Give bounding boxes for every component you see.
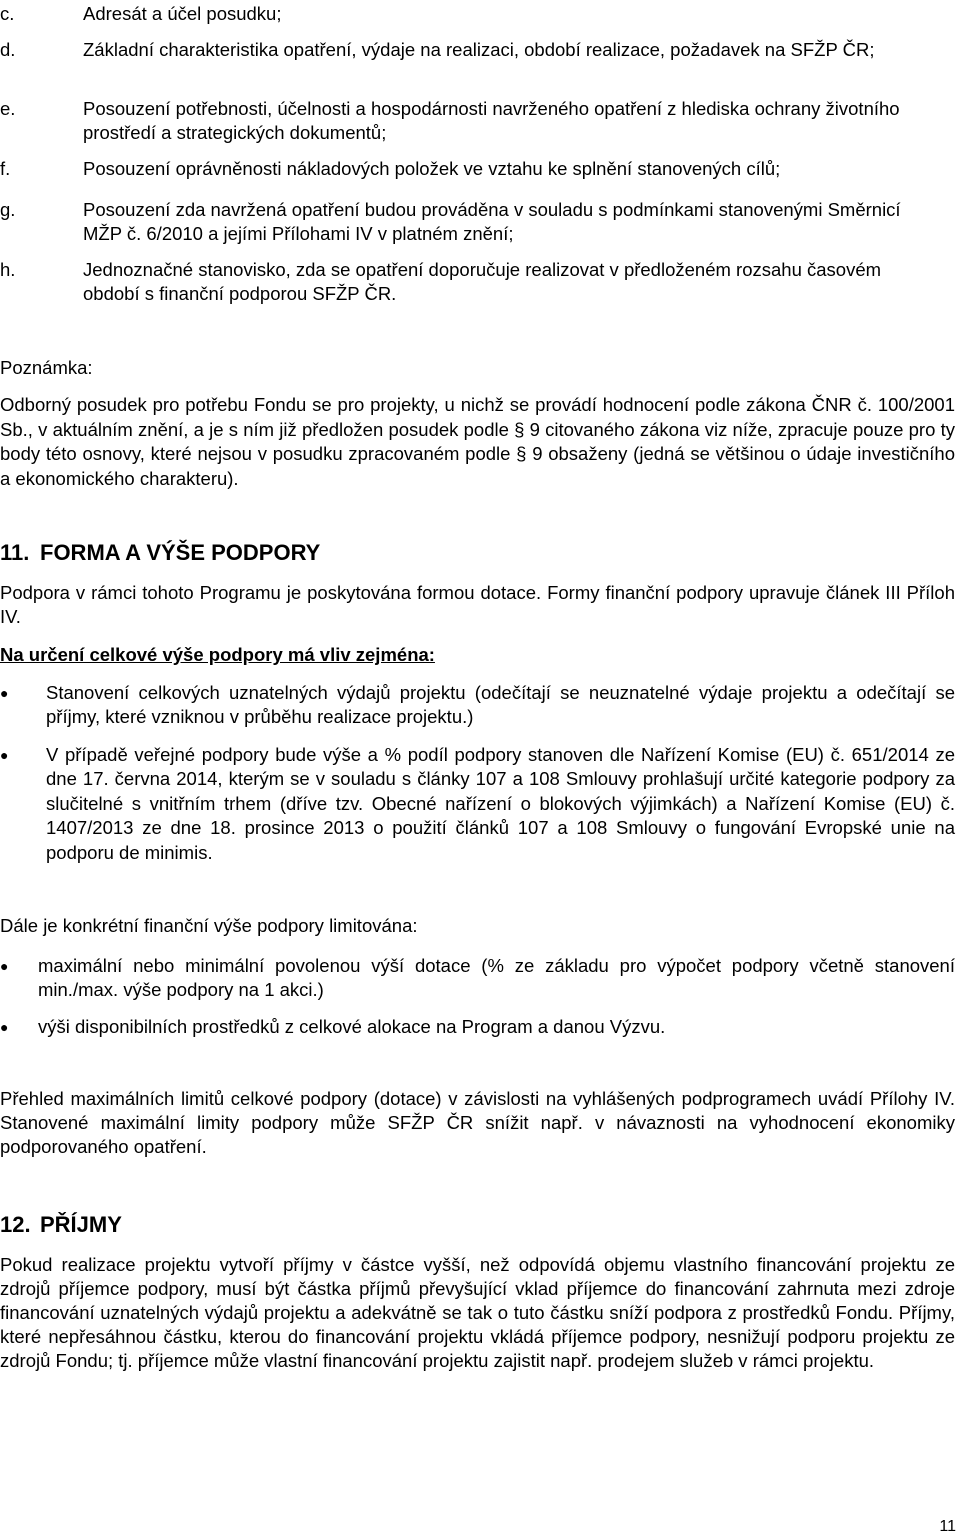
limits-overview: Přehled maximálních limitů celkové podpory (dotace) v závislosti na vyhlášených podprogramech uvádí Přílohy IV. Stanovené maximální limity podpory může SFŽP ČR snížit např. v návaznosti na vyhodnocení ekonomiky podporovaného opatření. [0, 1088, 955, 1157]
section-11-intro: Podpora v rámci tohoto Programu je poskytována formou dotace. Formy finanční podpory upravuje článek III Příloh IV. [0, 582, 955, 627]
limits-intro: Dále je konkrétní finanční výše podpory limitována: [0, 915, 418, 936]
bullet-item [0, 681, 955, 729]
list-item [0, 198, 958, 246]
list-item-text: Posouzení zda navržená opatření budou prováděna v souladu s podmínkami stanovenými Směrnicí MŽP č. 6/2010 a jejími Přílohami IV v platném znění; [83, 199, 901, 244]
list-item-text: Základní charakteristika opatření, výdaje na realizaci, období realizace, požadavek na SFŽP ČR; [83, 39, 875, 60]
bullet-item [0, 1015, 955, 1039]
list-marker: e. [0, 98, 16, 119]
list-marker: d. [0, 39, 16, 60]
note-label: Poznámka: [0, 357, 93, 378]
list-item-text: Jednoznačné stanovisko, zda se opatření doporučuje realizovat v předloženém rozsahu časovém období s finanční podporou SFŽP ČR. [83, 259, 882, 304]
bullet-item [0, 954, 955, 1002]
section-heading-11 [0, 539, 320, 567]
page-number: 11 [939, 1518, 956, 1535]
bullet-icon: ● [0, 958, 9, 974]
list-item [0, 2, 958, 26]
list-item-text: Adresát a účel posudku; [83, 3, 282, 24]
bullet-text: Stanovení celkových uznatelných výdajů projektu (odečítají se neuznatelné výdaje projektu a odečítají se příjmy, které vzniknou v průběhu realizace projektu.) [46, 682, 955, 727]
list-marker: f. [0, 158, 11, 179]
section-11-subheading: Na určení celkové výše podpory má vliv zejména: [0, 644, 435, 665]
section-number: 11. [0, 540, 30, 565]
list-marker: g. [0, 199, 16, 220]
bullet-icon: ● [0, 685, 9, 701]
list-item [0, 38, 958, 62]
list-item-text: Posouzení oprávněnosti nákladových položek ve vztahu ke splnění stanovených cílů; [83, 158, 781, 179]
section-number: 12. [0, 1212, 31, 1237]
section-title: PŘÍJMY [40, 1212, 122, 1237]
note-text: Odborný posudek pro potřebu Fondu se pro projekty, u nichž se provádí hodnocení podle zákona ČNR č. 100/2001 Sb., v aktuálním znění, a je s ním již předložen posudek podle § 9 citovaného zákona viz níže, zpracuje pouze pro ty body této osnovy, které nejsou v posudku zpracovaném podle § 9 obsaženy (jedná se většinou o údaje investičního a ekonomického charakteru). [0, 394, 955, 489]
bullet-icon: ● [0, 1019, 9, 1035]
list-marker: h. [0, 259, 16, 280]
section-12-text: Pokud realizace projektu vytvoří příjmy v částce vyšší, než odpovídá objemu vlastního financování projektu ze zdrojů příjemce podpory, musí být částka příjmů převyšující vklad příjemce do financování zahrnuta mezi zdroje financování uznatelných výdajů projektu a adekvátně se tak o tuto částku sníží podpora z prostředků Fondu. Příjmy, které nepřesáhnou částku, kterou do financování projektu vkládá příjemce podpory, nesnižují podporu projektu ze zdrojů Fondu; tj. příjemce může vlastní financování projektu zajistit např. prodejem služeb v rámci projektu. [0, 1254, 955, 1371]
bullet-text: V případě veřejné podpory bude výše a % podíl podpory stanoven dle Nařízení Komise (EU) č. 651/2014 ze dne 17. června 2014, kterým se v souladu s články 107 a 108 Smlouvy prohlašují určité kategorie podpory za slučitelné s vnitřním trhem (dříve tzv. Obecné nařízení o blokových výjimkách) a Nařízení Komise (EU) č. 1407/2013 ze dne 18. prosince 2013 o použití článků 107 a 108 Smlouvy o fungování Evropské unie na podporu de minimis. [46, 744, 955, 863]
bullet-text: maximální nebo minimální povolenou výší dotace (% ze základu pro výpočet podpory včetně stanovení min./max. výše podpory na 1 akci.) [38, 955, 955, 1000]
bullet-text: výši disponibilních prostředků z celkové alokace na Program a danou Výzvu. [38, 1016, 666, 1037]
list-item [0, 258, 958, 306]
list-item [0, 97, 958, 145]
section-title: FORMA A VÝŠE PODPORY [40, 540, 321, 565]
bullet-icon: ● [0, 747, 9, 763]
list-item [0, 157, 958, 181]
section-heading-12 [0, 1211, 122, 1239]
list-item-text: Posouzení potřebnosti, účelnosti a hospodárnosti navrženého opatření z hlediska ochrany životního prostředí a strategických dokumentů; [83, 98, 900, 143]
bullet-item [0, 743, 955, 865]
list-marker: c. [0, 3, 15, 24]
